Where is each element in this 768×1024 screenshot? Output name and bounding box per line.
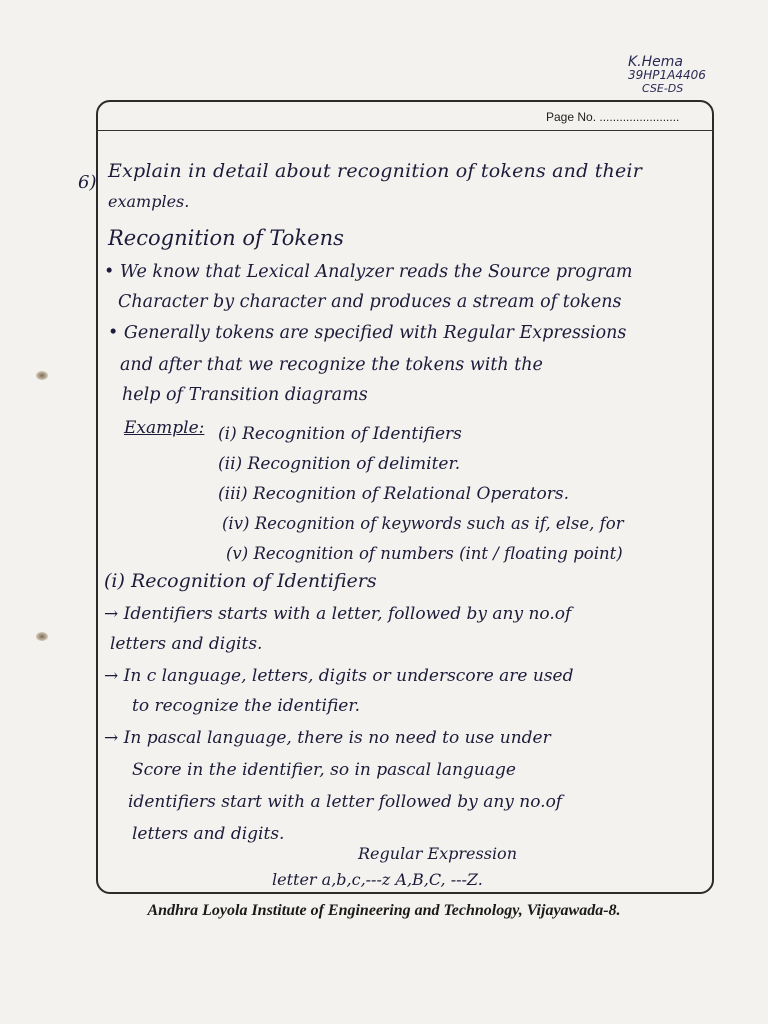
point2-line2: to recognize the identifier. (132, 696, 361, 716)
question-line-1: Explain in detail about recognition of tokens and their (108, 160, 642, 182)
bullet2-line1: • Generally tokens are specified with Regular Expressions (108, 323, 627, 343)
point3-line1: → In pascal language, there is no need to use under (104, 728, 551, 748)
answer-title: Recognition of Tokens (108, 226, 344, 250)
point3-line2: Score in the identifier, so in pascal language (132, 760, 516, 780)
punch-hole-bottom (36, 632, 48, 641)
section1-title: (i) Recognition of Identifiers (104, 570, 377, 592)
bullet1-line2: Character by character and produces a stream of tokens (118, 292, 622, 312)
example-label: Example: (124, 418, 205, 438)
author-name: K.Hema (628, 54, 683, 70)
punch-hole-top (36, 371, 48, 380)
point3-line3: identifiers start with a letter followed by any no.of (128, 792, 563, 812)
point3-line4: letters and digits. (132, 824, 285, 844)
point1-line2: letters and digits. (110, 634, 263, 654)
institute-footer: Andhra Loyola Institute of Engineering and Technology, Vijayawada-8. (147, 902, 621, 919)
point1-line1: → Identifiers starts with a letter, followed by any no.of (104, 604, 572, 624)
question-line-2: examples. (108, 192, 190, 211)
header-divider (96, 130, 714, 131)
author-block (628, 56, 706, 95)
question-number: 6) (78, 172, 97, 193)
example-item-2: (ii) Recognition of delimiter. (218, 454, 461, 474)
example-item-5: (v) Recognition of numbers (int / floating point) (226, 544, 623, 563)
example-item-1: (i) Recognition of Identifiers (218, 424, 462, 444)
example-item-4: (iv) Recognition of keywords such as if, else, for (222, 514, 624, 533)
example-item-3: (iii) Recognition of Relational Operators. (218, 484, 569, 504)
point2-line1: → In c language, letters, digits or underscore are used (104, 666, 574, 686)
roll-number: 39HP1A4406 (628, 68, 706, 82)
regex-heading: Regular Expression (358, 844, 517, 863)
regex-line: letter a,b,c,---z A,B,C, ---Z. (272, 870, 483, 889)
bullet2-line3: help of Transition diagrams (122, 385, 368, 405)
branch: CSE-DS (642, 82, 684, 95)
bullet2-line2: and after that we recognize the tokens with the (120, 355, 543, 375)
page-number-label: Page No. ........................ (546, 110, 680, 124)
bullet1-line1: • We know that Lexical Analyzer reads the Source program (104, 262, 633, 282)
